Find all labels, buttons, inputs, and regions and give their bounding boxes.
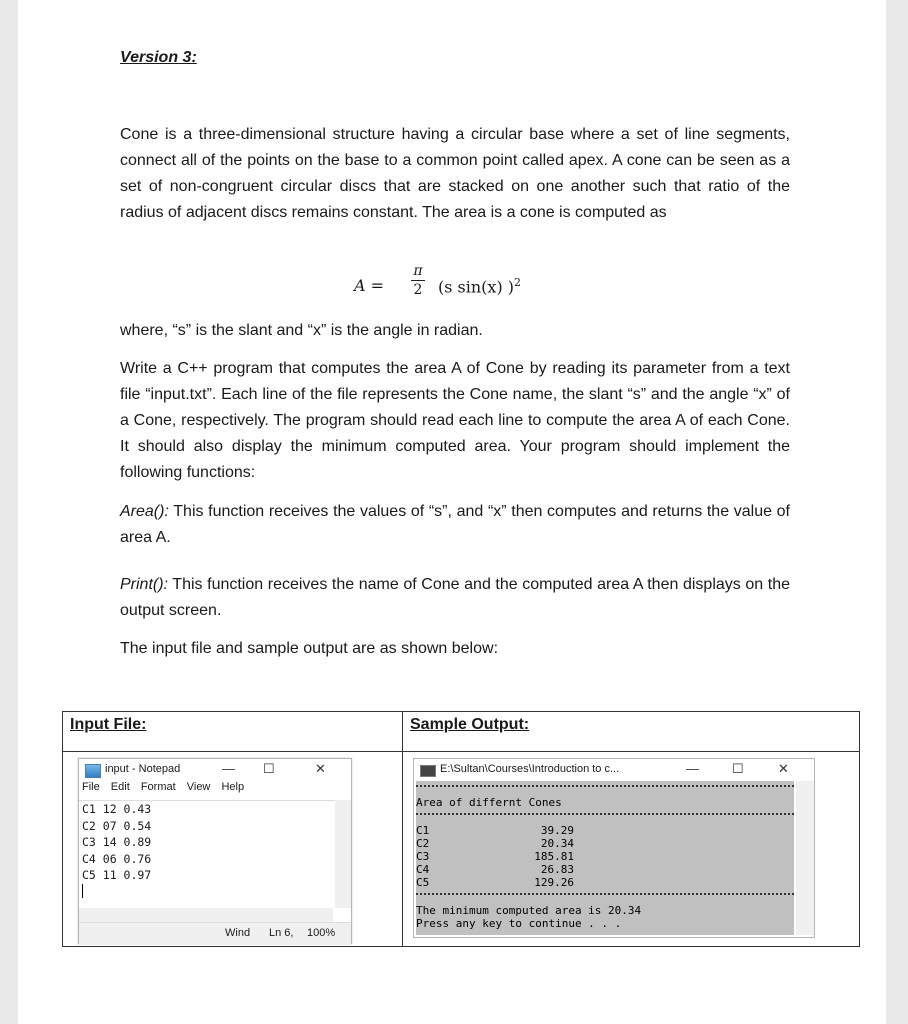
notepad-vertical-scrollbar[interactable] (335, 800, 351, 908)
intro-paragraph: Cone is a three-dimensional structure having a circular base where a set of line segments, connect all of the points on the base to a common point called apex. A cone can be seen as a set of non-congruent circular discs that are stacked on one another such that ratio of the radius of adjacent discs remains constant. The area is a cone is computed as (120, 126, 790, 221)
formula-rhs-body: (s sin(x) ) (438, 277, 515, 297)
input-cell (63, 752, 403, 947)
text-line: C1 12 0.43 (82, 802, 152, 816)
result-row (416, 863, 794, 876)
separator (416, 813, 794, 821)
close-icon[interactable]: ✕ (778, 761, 789, 776)
formula-exponent: 2 (514, 276, 522, 289)
print-function-desc: This function receives the name of Cone and the computed area A then displays on the output screen. (120, 576, 790, 619)
notepad-app-icon (85, 764, 101, 778)
result-row (416, 850, 794, 863)
minimum-line: The minimum computed area is 20.34 (416, 904, 642, 917)
menu-edit[interactable]: Edit (110, 781, 130, 793)
result-row (416, 824, 794, 837)
notepad-statusbar (79, 922, 351, 944)
closing-paragraph: The input file and sample output are as shown below: (120, 640, 499, 657)
notepad-menubar (79, 781, 351, 799)
notepad-horizontal-scrollbar[interactable] (79, 908, 333, 922)
status-zoom: 100% (307, 927, 336, 939)
print-function-paragraph (120, 572, 790, 624)
console-output (416, 781, 794, 935)
maximize-icon[interactable]: ☐ (263, 761, 275, 776)
task-paragraph: Write a C++ program that computes the area A of Cone by reading its parameter from a text file “input.txt”. Each line of the file represents the Cone name, the slant “s” and the angle “x” of a Cone, respectively. The program should read each line to compute the area A of each Cone. It should also display the minimum computed area. Your program should implement the following functions: (120, 360, 790, 481)
formula-fraction (411, 262, 425, 299)
cone-name: C5 (416, 876, 430, 889)
notepad-text-area[interactable] (79, 800, 336, 909)
menu-view[interactable]: View (186, 781, 211, 793)
separator (416, 893, 794, 901)
print-function-name: Print(): (120, 576, 168, 593)
cone-area: 129.26 (534, 876, 574, 889)
input-header: Input File: (70, 716, 147, 733)
input-header-cell (63, 712, 403, 752)
console-titlebar[interactable] (414, 759, 814, 781)
result-row (416, 837, 794, 850)
where-paragraph: where, “s” is the slant and “x” is the angle in radian. (120, 322, 483, 339)
text-line: C5 11 0.97 (82, 868, 152, 883)
formula-rhs (438, 276, 521, 296)
cone-name: C3 (416, 850, 430, 863)
console-app-icon (420, 765, 436, 777)
notepad-window[interactable] (78, 758, 352, 944)
version-heading: Version 3: (120, 49, 197, 66)
text-line: C4 06 0.76 (82, 851, 152, 866)
console-title: E:\Sultan\Courses\Introduction to c... (440, 763, 620, 775)
status-position: Ln 6, (269, 927, 294, 939)
maximize-icon[interactable]: ☐ (732, 761, 744, 776)
area-function-name: Area(): (120, 503, 169, 520)
menu-help[interactable]: Help (221, 781, 245, 793)
minimize-icon[interactable]: — (222, 761, 235, 776)
cone-name: C1 (416, 824, 430, 837)
text-caret (82, 884, 83, 898)
text-line: C2 07 0.54 (82, 818, 152, 833)
console-scrollbar[interactable] (796, 781, 814, 935)
status-wind: Wind (225, 927, 251, 939)
cone-area: 185.81 (534, 850, 574, 863)
notepad-titlebar[interactable] (79, 759, 351, 781)
console-header: Area of differnt Cones (416, 796, 562, 809)
close-icon[interactable]: ✕ (315, 761, 326, 776)
continue-line: Press any key to continue . . . (416, 917, 622, 930)
formula-numerator: π (413, 263, 423, 279)
output-header-cell (403, 712, 860, 752)
area-function-paragraph (120, 499, 790, 551)
menu-format[interactable]: Format (140, 781, 176, 793)
area-function-desc: This function receives the values of “s”, and “x” then computes and returns the value of area A. (120, 503, 790, 546)
cone-area: 26.83 (540, 863, 574, 876)
separator (416, 785, 794, 793)
formula-denominator: 2 (413, 282, 423, 298)
minimize-icon[interactable]: — (686, 761, 699, 776)
cone-name: C2 (416, 837, 430, 850)
io-table (62, 711, 860, 947)
cone-area: 39.29 (540, 824, 574, 837)
document-page (18, 0, 886, 1024)
text-line: C3 14 0.89 (82, 835, 152, 850)
output-header: Sample Output: (410, 716, 530, 733)
menu-file[interactable]: File (82, 781, 100, 793)
result-row (416, 876, 794, 889)
formula-lhs: A = (354, 276, 385, 295)
cone-name: C4 (416, 863, 430, 876)
cone-area: 20.34 (540, 837, 574, 850)
notepad-title: input - Notepad (105, 763, 181, 775)
console-window[interactable] (413, 758, 815, 938)
output-cell (403, 752, 860, 947)
